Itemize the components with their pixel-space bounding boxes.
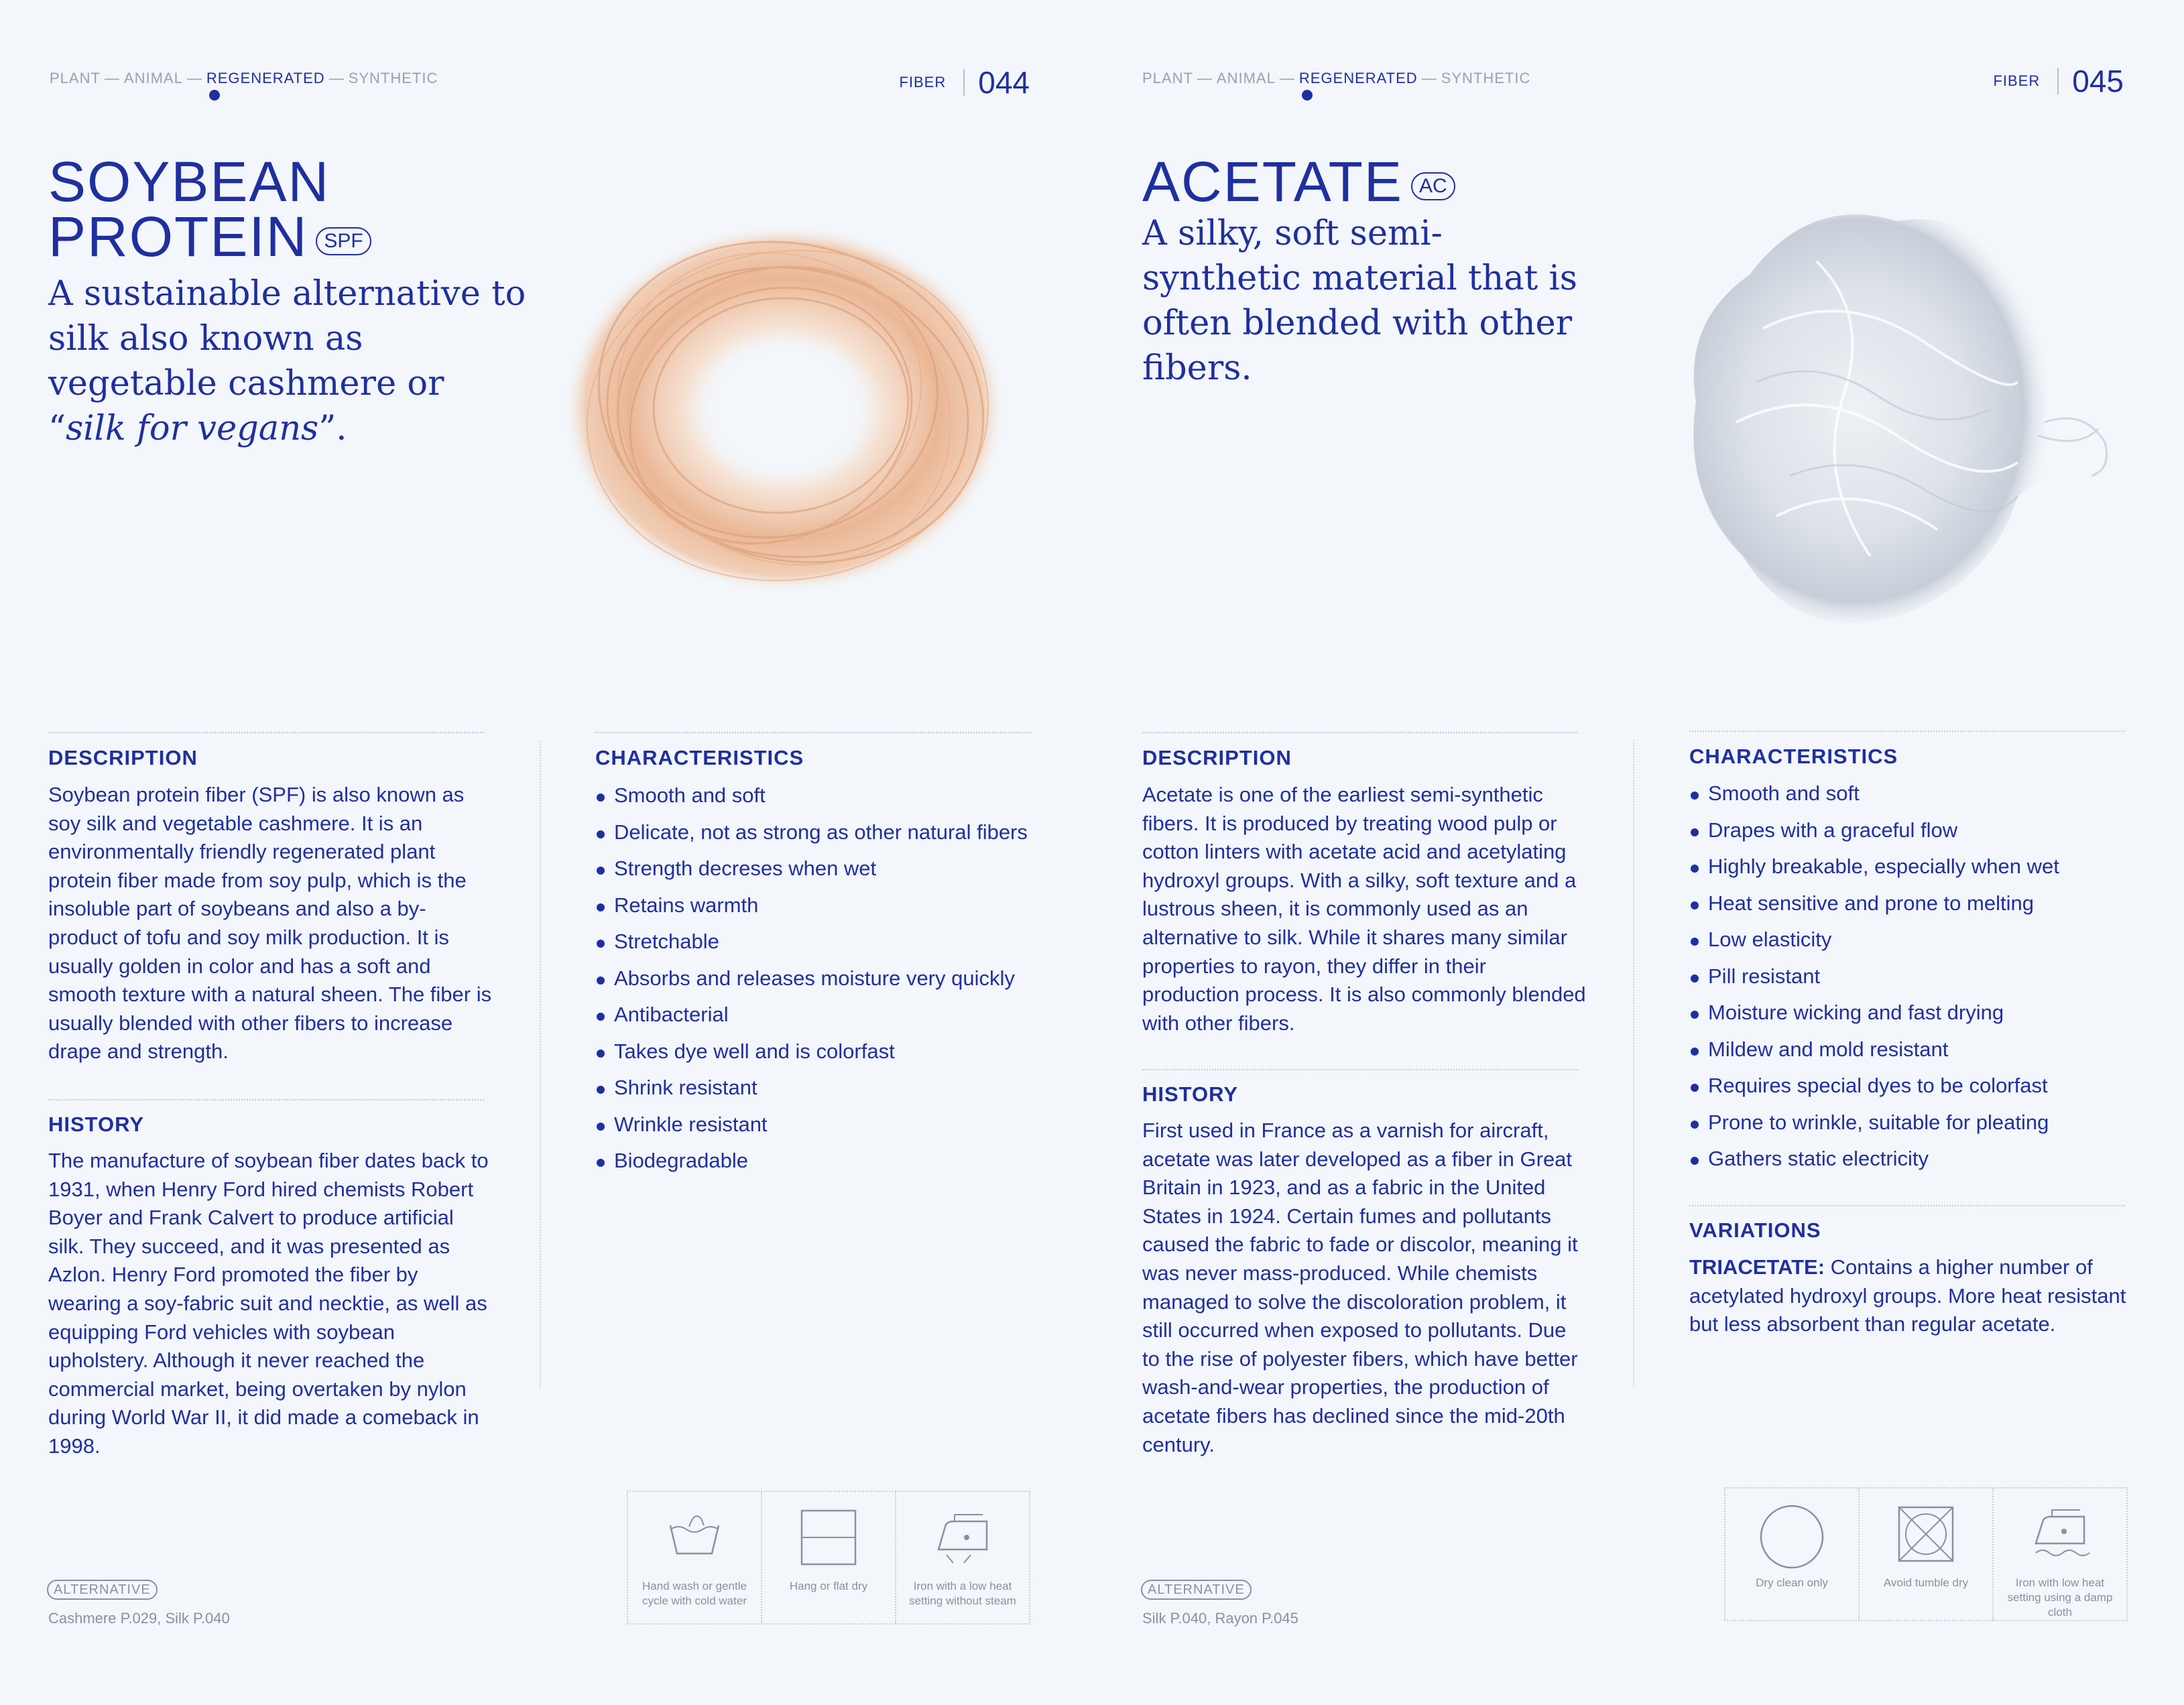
category-breadcrumb: PLANT — ANIMAL — REGENERATED — SYNTHETIC [50,70,438,87]
care-item-iron: Iron with a low heat setting without steam [896,1492,1029,1623]
active-dot-icon [1302,90,1313,101]
alternative-references[interactable]: Cashmere P.029, Silk P.040 [48,1610,230,1627]
list-item: Requires special dyes to be colorfast [1689,1068,2059,1104]
characteristics-list [595,777,1028,1180]
abbreviation-badge: AC [1411,172,1455,200]
crumb-animal[interactable]: ANIMAL [1216,70,1276,86]
list-item: Smooth and soft [595,777,1028,814]
page-header [899,64,1030,101]
history-text: The manufacture of soybean fiber dates back to 1931, when Henry Ford hired chemists Robert Boyer and Frank Calvert to produce artificial silk. They succeed, and it was presented as Azlon. Henry Ford promoted the fiber by wearing a soy-fabric suit and necktie, as well as equipping Ford vehicles with soybean upholstery. Although it never reached the commercial market, being overtaken by nylon during World War II, it did made a comeback in 1998. [48,1149,489,1458]
page-left [0,0,1091,1705]
section-label: FIBER [899,74,947,90]
hand-wash-icon [662,1507,727,1560]
care-item-iron: Iron with low heat setting using a damp cloth [1994,1489,2126,1620]
fiber-title: SOYBEAN PROTEIN SPF [48,154,371,264]
crumb-regenerated[interactable]: REGENERATED [1299,70,1418,87]
iron-low-heat-icon [930,1507,995,1567]
list-item: Smooth and soft [1689,775,2059,812]
crumb-plant[interactable]: PLANT [1142,70,1193,86]
characteristics-heading: CHARACTERISTICS [595,746,804,769]
abbreviation-badge: SPF [316,227,371,255]
list-item: Strength decreses when wet [595,850,1028,887]
list-item: Retains warmth [595,887,1028,924]
description-text: Acetate is one of the earliest semi-synthetic fibers. It is produced by treating wood pulp or cotton linters with acetate acid and acetylating hydroxyl groups. With a silky, soft texture and a lustrous sheen, it is commonly used as an alternative to silk. While it shares many similar properties to rayon, they differ in their production process. It is also commonly blended with other fibers. [1142,783,1586,1035]
care-instructions [1724,1487,2128,1621]
column-divider [540,741,541,1389]
care-item-no-tumble-dry: Avoid tumble dry [1860,1489,1994,1620]
list-item: Biodegradable [595,1143,1028,1180]
page-right [1093,0,2184,1705]
section-divider [595,732,1031,733]
section-divider [1689,731,2125,732]
care-item-hand-wash: Hand wash or gentle cycle with cold water [628,1492,762,1623]
list-item: Gathers static electricity [1689,1141,2059,1178]
crumb-synthetic[interactable]: SYNTHETIC [1441,70,1531,86]
section-divider [1142,1069,1578,1070]
history-heading: HISTORY [1142,1082,1239,1106]
list-item: Antibacterial [595,997,1028,1033]
fiber-lede: A silky, soft semi-synthetic material that is often blended with other fibers. [1142,214,1577,388]
hang-dry-icon [796,1507,861,1571]
variation-text: TRIACETATE: Contains a higher number of acetylated hydroxyl groups. More heat resistant but less absorbent than regular acetate. [1689,1255,2126,1336]
description-heading: DESCRIPTION [48,746,198,769]
section-label: FIBER [1993,72,2041,89]
crumb-synthetic[interactable]: SYNTHETIC [348,70,438,86]
category-breadcrumb: PLANT — ANIMAL — REGENERATED — SYNTHETIC [1142,70,1530,87]
list-item: Pill resistant [1689,958,2059,995]
no-tumble-dry-icon [1894,1503,1958,1568]
soybean-fiber-image [556,214,1012,603]
list-item: Delicate, not as strong as other natural fibers [595,814,1028,851]
list-item: Takes dye well and is colorfast [595,1033,1028,1070]
crumb-animal[interactable]: ANIMAL [123,70,183,86]
acetate-fiber-image [1642,181,2125,650]
list-item: Prone to wrinkle, suitable for pleating [1689,1104,2059,1141]
section-divider [1689,1205,2125,1206]
alternative-references[interactable]: Silk P.040, Rayon P.045 [1142,1610,1298,1627]
fiber-title: ACETATE AC [1142,154,1455,209]
list-item: Mildew and mold resistant [1689,1031,2059,1068]
list-item: Stretchable [595,924,1028,960]
crumb-plant[interactable]: PLANT [50,70,101,86]
dry-clean-icon [1758,1503,1825,1570]
section-divider [48,1099,484,1100]
crumb-regenerated[interactable]: REGENERATED [206,70,325,87]
list-item: Absorbs and releases moisture very quickly [595,960,1028,997]
care-item-hang-dry: Hang or flat dry [762,1492,896,1623]
variation-name: TRIACETATE: [1689,1255,1825,1279]
page-header [1993,63,2124,99]
list-item: Highly breakable, especially when wet [1689,848,2059,885]
alternative-badge: ALTERNATIVE [47,1580,158,1600]
history-text: First used in France as a varnish for aircraft, acetate was later developed as a fiber in Great Britain in 1923, and as a fabric in the United States in 1924. Certain fumes and pollutants caused the fabric to fade or discolor, meaning it was never mass-produced. While chemists managed to solve the discoloration problem, it still occurred when exposed to pollutants. Due to the rise of polyester fibers, which have better wash-and-wear properties, the production of acetate fibers has declined since the mid-20th century. [1142,1119,1578,1456]
active-dot-icon [209,90,220,101]
characteristics-heading: CHARACTERISTICS [1689,745,1898,768]
page-number: 044 [978,65,1030,100]
header-divider [2057,68,2059,94]
variations-heading: VARIATIONS [1689,1218,1821,1242]
history-heading: HISTORY [48,1113,145,1136]
section-divider [1142,732,1578,733]
description-text: Soybean protein fiber (SPF) is also known as soy silk and vegetable cashmere. It is an environmentally friendly regenerated plant protein fiber made from soy pulp, which is the insoluble part of soybeans and also a by-product of tofu and soy milk production. It is usually golden in color and has a soft and smooth texture with a natural sheen. The fiber is usually blended with other fibers to increase drape and strength. [48,783,492,1064]
fiber-lede: A sustainable alternative to silk also known as vegetable cashmere or “silk for vegans”. [48,274,526,448]
section-divider [48,732,484,733]
list-item: Heat sensitive and prone to melting [1689,885,2059,922]
list-item: Drapes with a graceful flow [1689,812,2059,849]
characteristics-list [1689,775,2059,1178]
care-instructions [627,1491,1030,1625]
list-item: Wrinkle resistant [595,1107,1028,1143]
care-item-dry-clean: Dry clean only [1725,1489,1860,1620]
list-item: Moisture wicking and fast drying [1689,995,2059,1031]
list-item: Shrink resistant [595,1070,1028,1107]
column-divider [1633,740,1634,1387]
iron-low-heat-icon [2028,1503,2092,1564]
page-number: 045 [2072,64,2124,99]
header-divider [963,69,965,96]
description-heading: DESCRIPTION [1142,746,1292,769]
list-item: Low elasticity [1689,922,2059,958]
alternative-badge: ALTERNATIVE [1141,1580,1252,1600]
